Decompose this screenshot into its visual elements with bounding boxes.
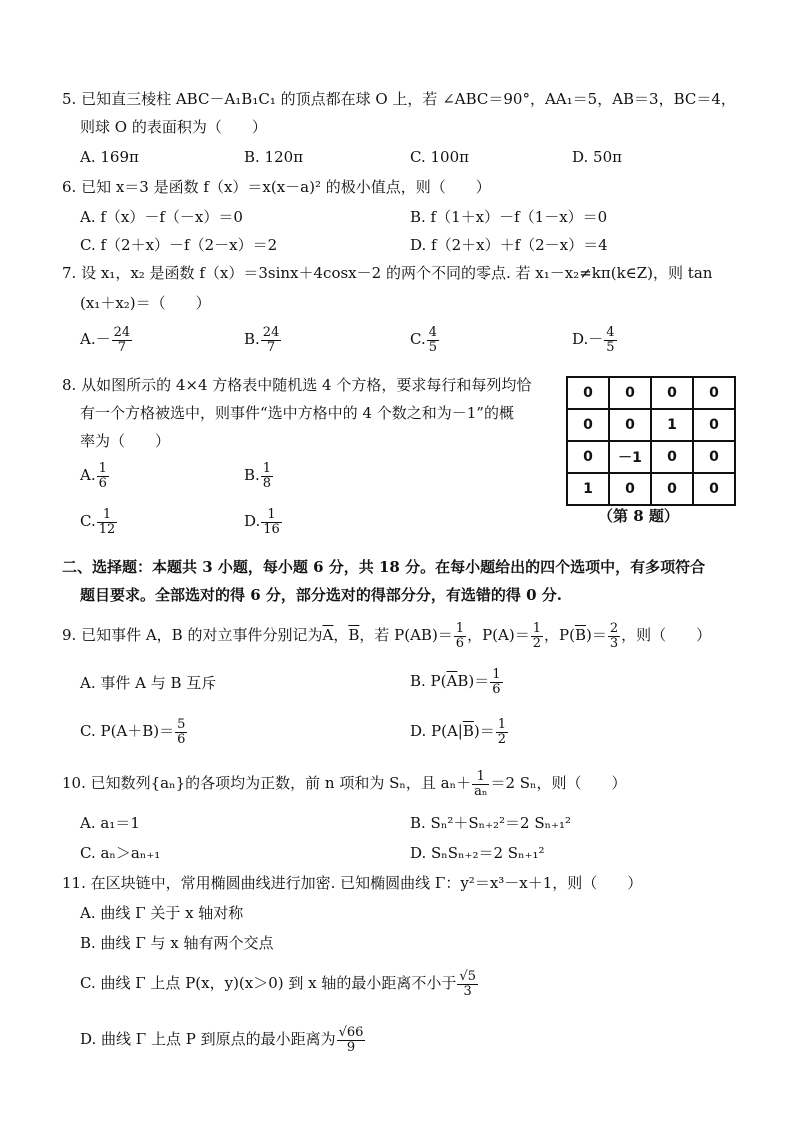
q11-option-b: B. 曲线 Γ 与 x 轴有两个交点 (80, 934, 274, 952)
grid-cell: －1 (609, 441, 651, 473)
q7-option-c-denominator: 5 (428, 339, 437, 355)
q8-option-c-fraction (97, 508, 118, 536)
q11-option-d-fraction (337, 1026, 366, 1054)
q8-option-d-fraction (261, 508, 282, 536)
q10-stem-pre: 10. 已知数列{aₙ}的各项均为正数，前 n 项和为 Sₙ，且 aₙ＋ (62, 774, 472, 793)
q7-option-b (244, 326, 282, 354)
q11-stem: 11. 在区块链中，常用椭圆曲线进行加密. 已知椭圆曲线 Γ：y²＝x³－x＋1，则（ ） (62, 874, 643, 892)
grid-cell: 0 (609, 473, 651, 505)
q10-frac-num: 1 (472, 770, 489, 785)
q7-option-d-denominator: 5 (606, 339, 615, 355)
q9-stem-mid: ，若 P(AB)＝ (359, 626, 453, 645)
grid-cell: 0 (609, 409, 651, 441)
section2-heading-cont: 题目要求。全部选对的得 6 分，部分选对的得部分分，有选错的得 0 分. (80, 586, 562, 604)
grid-cell: 0 (651, 441, 693, 473)
grid-cell: 0 (693, 441, 735, 473)
q9-a-bar: $\overline{A}$ (322, 626, 334, 645)
q7-stem: 7. 设 x₁，x₂ 是函数 f（x）＝3sinx＋4cosx－2 的两个不同的零点. 若 x₁－x₂≠kπ(k∈Z)，则 tan (62, 264, 713, 282)
q11-option-d-num: √66 (338, 1025, 364, 1040)
q5-option-a: A. 169π (80, 148, 139, 166)
grid-cell: 0 (567, 409, 609, 441)
q11-option-d-pre: D. 曲线 Γ 上点 P 到原点的最小距离为 (80, 1030, 336, 1049)
q9-comma: ， (333, 626, 349, 645)
q8-option-a-label: A. (80, 466, 96, 485)
q7-option-a-sign: － (95, 330, 111, 349)
q9-stem-pre: 9. 已知事件 A，B 的对立事件分别记为 (62, 626, 323, 645)
q8-option-d (244, 508, 283, 536)
q9-option-c-num: 5 (177, 717, 186, 732)
q11-option-c-num: √5 (459, 969, 476, 984)
q11-option-a: A. 曲线 Γ 关于 x 轴对称 (80, 904, 244, 922)
grid-cell: 0 (651, 473, 693, 505)
q6-option-a: A. f（x）－f（－x）＝0 (80, 208, 243, 226)
q9-option-c-fraction (175, 718, 187, 746)
q10-option-a: A. a₁＝1 (80, 814, 140, 832)
q9-option-b-fraction (490, 668, 502, 696)
q8-option-b (244, 462, 274, 490)
q8-option-a-numerator: 1 (98, 461, 107, 476)
q11-option-d-den: 9 (346, 1039, 356, 1055)
q7-option-a-fraction (112, 326, 133, 354)
q5-option-c: C. 100π (410, 148, 469, 166)
q9-frac-pb-den: 3 (609, 635, 619, 651)
q7-option-c-label: C. (410, 330, 426, 349)
q9-option-b-den: 6 (492, 681, 501, 697)
q5-stem-cont: 则球 O 的表面积为（ ） (80, 118, 267, 136)
q7-option-d-numerator: 4 (606, 325, 615, 340)
q6-option-d: D. f（2＋x）＋f（2－x）＝4 (410, 236, 608, 254)
q11-option-c (80, 970, 479, 998)
q9-stem-end: ，则（ ） (621, 626, 712, 645)
q8-option-b-denominator: 8 (262, 475, 272, 491)
q8-option-a-fraction (97, 462, 109, 490)
q8-option-b-numerator: 1 (262, 461, 272, 476)
q7-option-d-fraction (604, 326, 616, 354)
q8-option-c-label: C. (80, 512, 96, 531)
q8-option-a-denominator: 6 (98, 475, 107, 491)
grid-cell: 0 (567, 377, 609, 409)
q6-option-c: C. f（2＋x）－f（2－x）＝2 (80, 236, 278, 254)
grid-cell: 0 (567, 441, 609, 473)
q7-option-c-fraction (427, 326, 439, 354)
q9-stem-pb-pre: ，P( (544, 626, 575, 645)
q9-option-b-mid: B)＝ (457, 672, 490, 691)
q11-option-c-pre: C. 曲线 Γ 上点 P(x，y)(x＞0) 到 x 轴的最小距离不小于 (80, 974, 457, 993)
q10-option-c: C. aₙ＞aₙ₊₁ (80, 844, 161, 862)
q9-option-b-pre: B. P( (410, 672, 447, 691)
q9-b-bar: $\overline{B}$ (348, 626, 360, 645)
q8-option-d-label: D. (244, 512, 261, 531)
grid-row (567, 473, 735, 505)
q7-option-b-fraction (261, 326, 282, 354)
q11-option-c-den: 3 (463, 983, 472, 999)
q8-option-b-label: B. (244, 466, 260, 485)
q7-option-c-numerator: 4 (428, 325, 437, 340)
q10-fraction (472, 770, 489, 798)
grid-cell: 0 (609, 377, 651, 409)
q5-stem: 5. 已知直三棱柱 ABC－A₁B₁C₁ 的顶点都在球 O 上，若 ∠ABC＝90°，AA₁＝5，AB＝3，BC＝4， (62, 90, 736, 108)
q11-option-d (80, 1026, 366, 1054)
grid-cell: 0 (651, 377, 693, 409)
q8-grid-table (566, 376, 736, 506)
q8-option-c-numerator: 1 (97, 508, 118, 523)
q7-option-c (410, 326, 440, 354)
q7-option-a-label: A. (80, 330, 96, 349)
q9-option-d-fraction (496, 718, 508, 746)
q9-stem (62, 622, 711, 650)
q5-option-b: B. 120π (244, 148, 304, 166)
q9-frac-pa-den: 2 (532, 635, 541, 651)
q6-stem: 6. 已知 x＝3 是函数 f（x）＝x(x－a)² 的极小值点，则（ ） (62, 178, 491, 196)
q9-option-b-num: 1 (492, 667, 501, 682)
q9-option-c-pre: C. P(A＋B)＝ (80, 722, 175, 741)
q7-option-a-denominator: 7 (117, 339, 127, 355)
q9-option-d-mid: )＝ (473, 722, 495, 741)
q9-frac-pa-num: 1 (532, 621, 541, 636)
q8-stem-line3: 率为（ ） (80, 432, 171, 450)
q9-frac-pab (454, 622, 466, 650)
grid-row (567, 377, 735, 409)
q8-option-d-numerator: 1 (261, 508, 282, 523)
q7-option-b-label: B. (244, 330, 260, 349)
q10-stem-end: ＝2 Sₙ，则（ ） (490, 774, 627, 793)
q8-stem-line2: 有一个方格被选中，则事件“选中方格中的 4 个数之和为－1”的概 (80, 404, 514, 422)
grid-cell: 1 (567, 473, 609, 505)
section2-heading: 二、选择题：本题共 3 小题，每小题 6 分，共 18 分。在每小题给出的四个选项中，有多项符合 (62, 558, 706, 576)
q9-option-c-den: 6 (177, 731, 186, 747)
q9-pb-bar: $\overline{B}$ (574, 626, 586, 645)
q9-option-d (410, 718, 509, 746)
q9-frac-pb (608, 622, 620, 650)
q10-option-b: B. Sₙ²＋Sₙ₊₂²＝2 Sₙ₊₁² (410, 814, 572, 832)
q9-frac-pb-num: 2 (609, 621, 619, 636)
q9-stem-pa: ，P(A)＝ (467, 626, 530, 645)
q9-frac-pa (531, 622, 543, 650)
q9-frac-pab-num: 1 (455, 621, 465, 636)
q9-frac-pab-den: 6 (455, 635, 465, 651)
q6-option-b: B. f（1＋x）－f（1－x）＝0 (410, 208, 608, 226)
q9-option-d-num: 1 (497, 717, 507, 732)
q9-stem-pb-post: )＝ (585, 626, 607, 645)
q9-option-b-abar: $\overline{A}$ (446, 672, 458, 691)
q7-option-b-numerator: 24 (262, 325, 280, 340)
q8-figure-caption: （第 8 题） (598, 507, 679, 525)
q7-stem-cont: (x₁＋x₂)＝（ ） (80, 294, 211, 312)
q7-option-a-numerator: 24 (113, 325, 131, 340)
grid-cell: 1 (651, 409, 693, 441)
grid-row (567, 409, 735, 441)
grid-row (567, 441, 735, 473)
grid-cell: 0 (693, 473, 735, 505)
q8-stem-line1: 8. 从如图所示的 4×4 方格表中随机选 4 个方格，要求每行和每列均恰 (62, 376, 532, 394)
q7-option-d (572, 326, 618, 354)
q11-option-c-fraction (457, 970, 478, 998)
q8-option-c-denominator: 12 (98, 521, 116, 537)
q9-option-b (410, 668, 504, 696)
q8-option-b-fraction (261, 462, 273, 490)
q7-option-d-label: D. (572, 330, 589, 349)
q8-option-a (80, 462, 110, 490)
q9-option-d-bbar: $\overline{B}$ (462, 722, 474, 741)
q7-option-a (80, 326, 133, 354)
grid-cell: 0 (693, 377, 735, 409)
q10-option-d: D. SₙSₙ₊₂＝2 Sₙ₊₁² (410, 844, 545, 862)
q8-option-d-denominator: 16 (263, 521, 280, 537)
q10-frac-den: aₙ (474, 783, 488, 799)
q9-option-d-den: 2 (497, 731, 507, 747)
q10-stem (62, 770, 627, 798)
q9-option-a: A. 事件 A 与 B 互斥 (80, 674, 217, 692)
q8-option-c (80, 508, 118, 536)
q7-option-b-denominator: 7 (266, 339, 276, 355)
grid-cell: 0 (693, 409, 735, 441)
q9-option-c (80, 718, 188, 746)
q9-option-d-pre: D. P(A| (410, 722, 463, 741)
q7-option-d-sign: － (588, 330, 604, 349)
q5-option-d: D. 50π (572, 148, 622, 166)
